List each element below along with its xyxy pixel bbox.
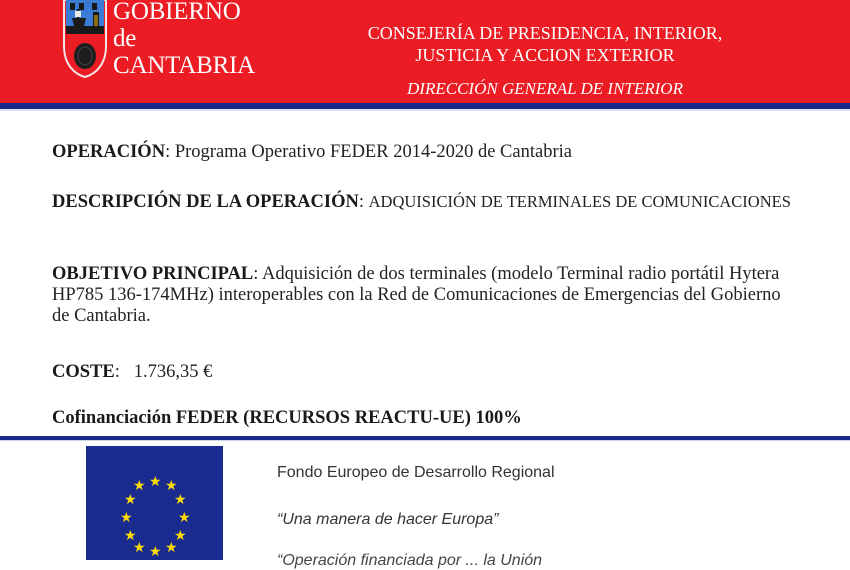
- description-label: DESCRIPCIÓN DE LA OPERACIÓN: [52, 192, 359, 212]
- header-banner: [0, 0, 850, 103]
- description-value: ADQUISICIÓN DE TERMINALES DE COMUNICACIONES: [368, 192, 791, 211]
- cost-value: 1.736,35 €: [133, 362, 213, 382]
- svg-text:★: ★: [149, 544, 162, 560]
- government-name-line-3: CANTABRIA: [113, 52, 256, 79]
- coat-of-arms-icon: [62, 0, 108, 78]
- government-name-line-2: de: [113, 25, 137, 52]
- fund-disclaimer-partial: “Operación financiada por ... la Unión: [277, 552, 543, 569]
- svg-text:★: ★: [165, 540, 178, 556]
- svg-text:★: ★: [174, 492, 187, 508]
- cost-field: COSTE: 1.736,35 €: [52, 362, 213, 382]
- cofinancing-text: Cofinanciación FEDER (RECURSOS REACTU-UE) 100%: [52, 408, 522, 428]
- svg-text:★: ★: [149, 474, 162, 490]
- objective-value: Adquisición de dos terminales (modelo Terminal radio portátil Hytera HP785 136-174MHz) interoperables con la Red de Comunicaciones de Emergencias del Gobierno de Cantabria.: [52, 264, 781, 326]
- footer-divider-light: [0, 440, 850, 441]
- eu-flag-icon: [86, 446, 223, 560]
- department-name: [330, 22, 760, 66]
- svg-text:★: ★: [174, 528, 187, 544]
- objective-field: OBJETIVO PRINCIPAL: Adquisición de dos terminales (modelo Terminal radio portátil Hytera HP785 136-174MHz) interoperables con la Red de Comunicaciones de Emergencias del Gobierno de Cantabria.: [52, 264, 781, 326]
- svg-text:★: ★: [133, 478, 146, 494]
- government-name-line-1: GOBIERNO: [113, 0, 241, 25]
- department-line-1: CONSEJERÍA DE PRESIDENCIA, INTERIOR,: [367, 23, 723, 43]
- department-line-2: JUSTICIA Y ACCION EXTERIOR: [415, 45, 675, 65]
- header-divider-light: [0, 109, 850, 111]
- operation-value: Programa Operativo FEDER 2014-2020 de Cantabria: [174, 142, 572, 162]
- svg-text:★: ★: [133, 540, 146, 556]
- operation-field: OPERACIÓN: Programa Operativo FEDER 2014-2020 de Cantabria: [52, 142, 572, 162]
- svg-text:★: ★: [120, 510, 133, 526]
- svg-text:★: ★: [124, 492, 137, 508]
- fund-motto: “Una manera de hacer Europa”: [277, 511, 499, 528]
- svg-text:★: ★: [178, 510, 191, 526]
- svg-text:★: ★: [165, 478, 178, 494]
- objective-label: OBJETIVO PRINCIPAL: [52, 264, 254, 284]
- svg-text:★: ★: [124, 528, 137, 544]
- operation-label: OPERACIÓN: [52, 142, 166, 162]
- cofinancing-field: [52, 408, 822, 429]
- directorate-name: DIRECCIÓN GENERAL DE INTERIOR: [407, 79, 683, 98]
- government-name: [113, 0, 255, 79]
- description-field: DESCRIPCIÓN DE LA OPERACIÓN: ADQUISICIÓN DE TERMINALES DE COMUNICACIONES: [52, 192, 791, 212]
- cost-label: COSTE: [52, 362, 115, 382]
- fund-name: Fondo Europeo de Desarrollo Regional: [277, 464, 555, 481]
